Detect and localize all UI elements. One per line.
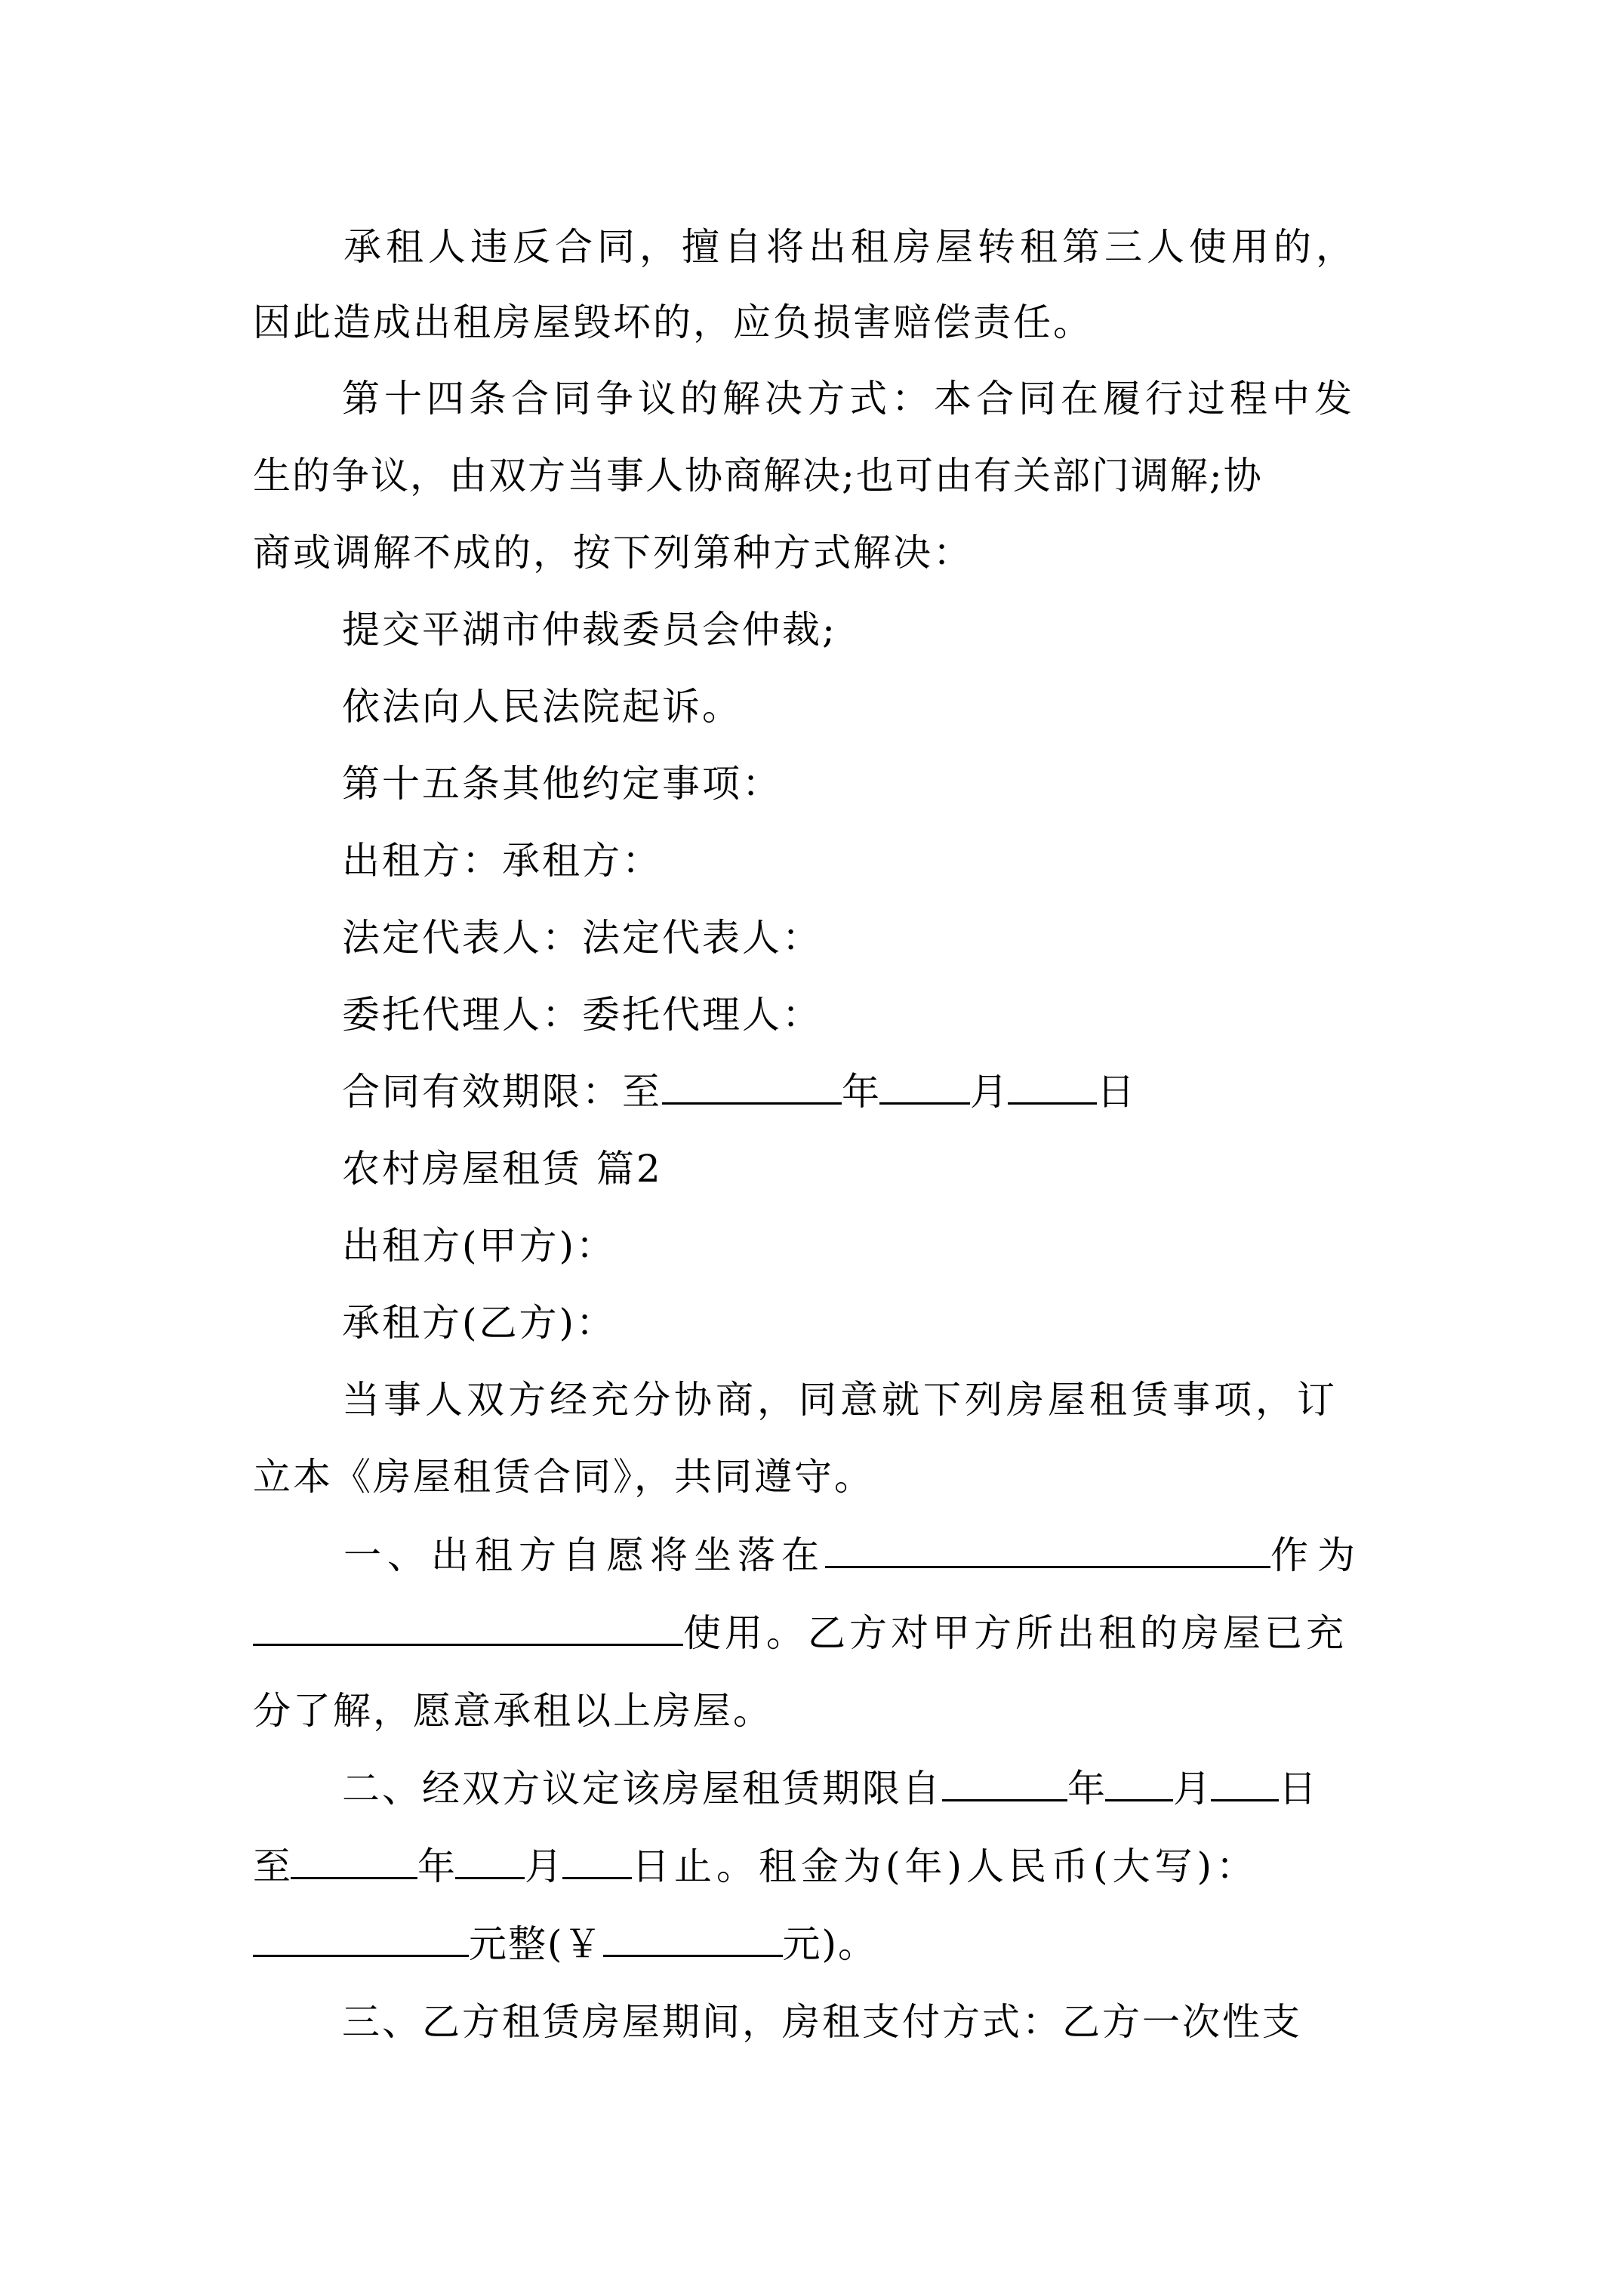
text: 年 <box>417 1845 455 1888</box>
text: 第十五条其他约定事项： <box>342 762 782 806</box>
article-2-line <box>253 1922 877 1967</box>
blank-line <box>825 1533 1270 1568</box>
text: 第十四条合同争议的解决方式：本合同在履行过程中发 <box>342 377 1357 421</box>
text: 至 <box>253 1845 291 1888</box>
paragraph-line <box>343 224 1397 270</box>
text: 月 <box>525 1845 562 1888</box>
text: 年 <box>842 1070 879 1114</box>
text: 月 <box>970 1070 1008 1114</box>
paragraph-line <box>342 838 662 883</box>
blank-line <box>291 1844 417 1879</box>
text: 月 <box>1173 1767 1211 1811</box>
paragraph-line <box>342 915 822 960</box>
article-2-line <box>253 1844 1258 1889</box>
text: 承租人违反合同，擅自将出租房屋转租第三人使用的， <box>343 225 1358 269</box>
paragraph-line <box>342 761 782 806</box>
paragraph-line <box>253 1688 773 1734</box>
blank-line <box>603 1922 783 1957</box>
text: 元)。 <box>782 1922 878 1966</box>
text: 当事人双方经充分协商，同意就下列房屋租赁事项，订 <box>342 1378 1338 1422</box>
section-title <box>342 1146 663 1191</box>
paragraph-line <box>342 1223 616 1268</box>
paragraph-line <box>342 1300 616 1345</box>
text: 年 <box>1067 1767 1105 1811</box>
text: 农村房屋租赁 篇2 <box>342 1147 663 1191</box>
paragraph-line <box>342 1999 1302 2045</box>
text: 日止。租金为(年)人民币(大写)： <box>632 1845 1259 1888</box>
text: 二、经双方议定该房屋租赁期限自 <box>342 1767 942 1811</box>
blank-line <box>942 1766 1067 1801</box>
paragraph-line <box>342 992 822 1037</box>
text: 日 <box>1279 1767 1317 1811</box>
text: 委托代理人：委托代理人： <box>342 993 822 1037</box>
blank-line <box>253 1922 469 1957</box>
paragraph-line <box>342 607 837 652</box>
paragraph-line <box>342 1377 1338 1422</box>
paragraph-line <box>253 530 973 575</box>
paragraph-line <box>342 684 742 729</box>
blank-line <box>879 1069 970 1105</box>
text: 法定代表人：法定代表人： <box>342 916 822 960</box>
text: 提交平湖市仲裁委员会仲裁; <box>342 608 837 652</box>
text: 三、乙方租赁房屋期间，房租支付方式：乙方一次性支 <box>342 2000 1302 2044</box>
paragraph-line <box>253 453 1263 498</box>
blank-line <box>1105 1766 1173 1801</box>
text: 立本《房屋租赁合同》，共同遵守。 <box>253 1455 874 1499</box>
blank-line <box>1008 1069 1097 1105</box>
paragraph-line <box>253 1454 874 1499</box>
text: 一、出租方自愿将坐落在 <box>343 1533 825 1577</box>
paragraph-line <box>342 376 1357 421</box>
blank-line <box>662 1069 842 1105</box>
text: 因此造成出租房屋毁坏的，应负损害赔偿责任。 <box>253 300 1093 344</box>
blank-line <box>455 1844 525 1879</box>
article-2-line <box>342 1766 1317 1811</box>
text: 商或调解不成的，按下列第种方式解决： <box>253 531 973 575</box>
text: 承租方(乙方)： <box>342 1301 617 1345</box>
text: 使用。乙方对甲方所出租的房屋已充 <box>683 1611 1347 1655</box>
blank-line <box>1211 1766 1279 1801</box>
validity-line <box>342 1069 1135 1114</box>
text: 生的争议，由双方当事人协商解决;也可由有关部门调解;协 <box>253 454 1263 498</box>
text: 分了解，愿意承租以上房屋。 <box>253 1689 773 1733</box>
article-1-line <box>343 1533 1364 1578</box>
text: 出租方(甲方)： <box>342 1224 617 1268</box>
blank-line <box>562 1844 632 1879</box>
article-1-line <box>253 1610 1347 1656</box>
text: 依法向人民法院起诉。 <box>342 685 742 729</box>
text: 元整(￥ <box>469 1922 603 1966</box>
paragraph-line <box>253 300 1093 345</box>
text: 出租方：承租方： <box>342 839 662 883</box>
text: 合同有效期限：至 <box>342 1070 662 1114</box>
text: 日 <box>1097 1070 1135 1114</box>
text: 作为 <box>1270 1533 1364 1577</box>
blank-line <box>253 1610 683 1646</box>
